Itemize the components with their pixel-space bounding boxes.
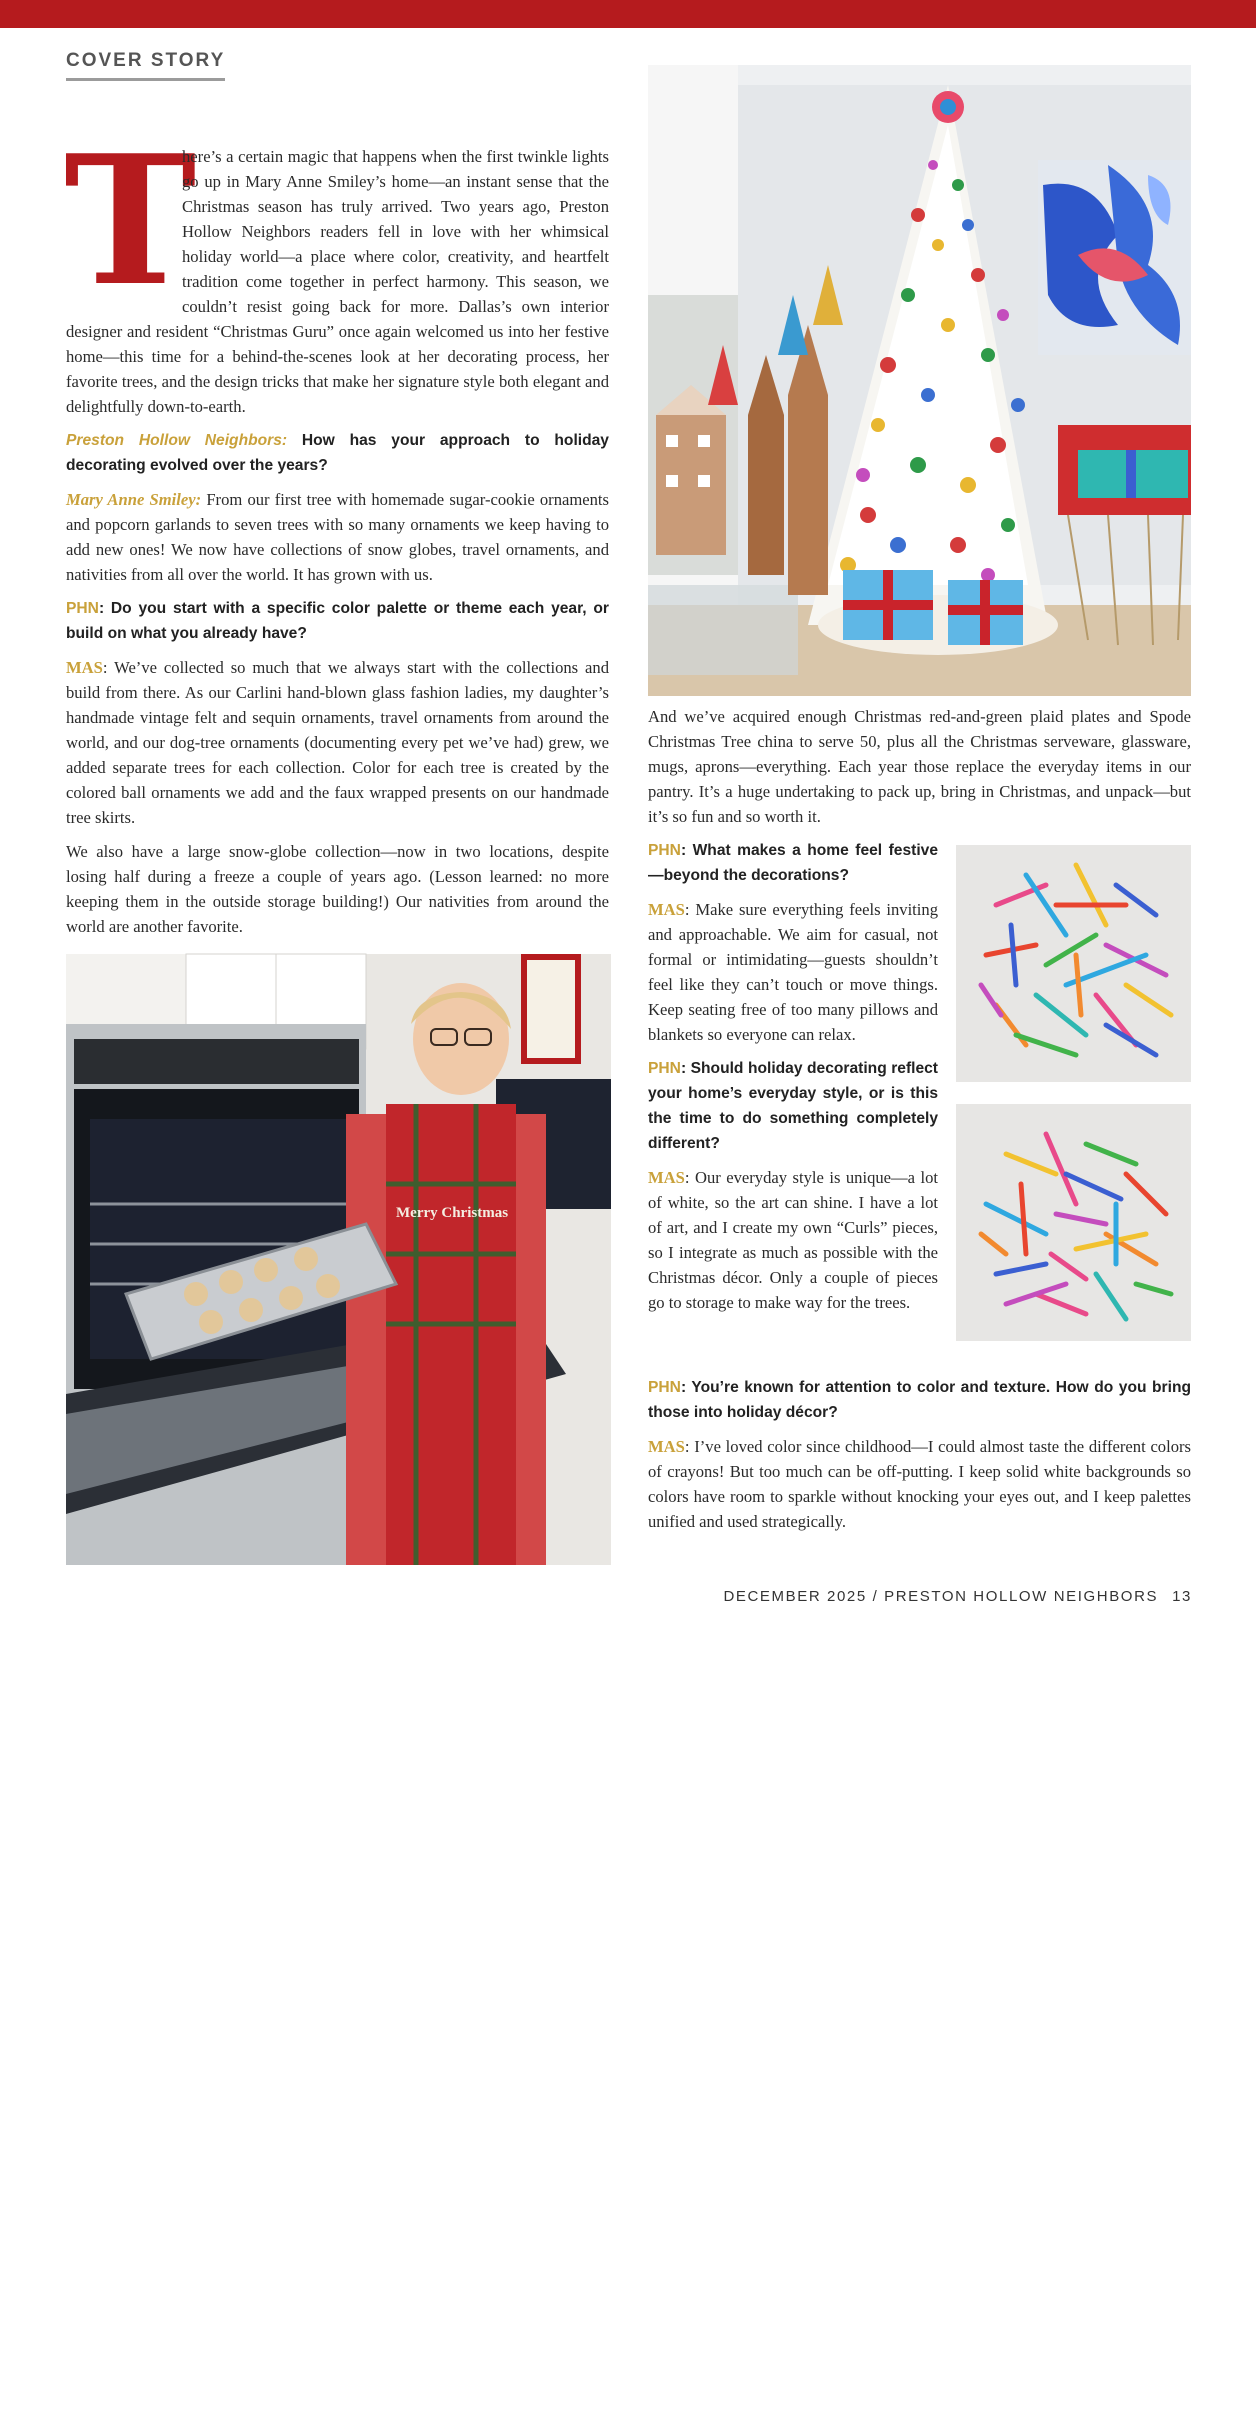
question-text: What makes a home feel festive—beyond the decorations?	[648, 842, 938, 884]
answer-text: Our everyday style is unique—a lot of white, so the art can shine. I have a lot of art, and I create my own “Curls” pieces, so I integrate as much as possible with the Christmas décor. Only a couple of pieces go to storage to make way for the trees.	[648, 1168, 939, 1312]
question-5: PHN: You’re known for attention to color and texture. How do you bring those into holiday décor?	[648, 1379, 1191, 1421]
issue-line: DECEMBER 2025 / PRESTON HOLLOW NEIGHBORS	[723, 1588, 1159, 1605]
question-text: How has your approach to holiday decorating evolved over the years?	[66, 432, 609, 474]
answer-5: MAS: I’ve loved color since childhood—I could almost taste the different colors of crayons! But too much can be off-putting. I keep solid white backgrounds so colors have room to sparkle without knocking your eyes out, and I keep palettes unified and used strategically.	[648, 1437, 1191, 1531]
curls-art-photo-1	[956, 845, 1191, 1082]
intro-paragraph	[64, 116, 609, 419]
question-3: PHN: What makes a home feel festive—beyond the decorations?	[648, 842, 938, 884]
section-label: COVER STORY	[66, 50, 225, 81]
speaker-label: MAS	[648, 1437, 685, 1456]
answer-1	[66, 487, 609, 587]
page-number: 13	[1172, 1588, 1192, 1605]
answer-3: MAS: Make sure everything feels inviting and approachable. We aim for casual, not formal or intimidating—guests shouldn’t feel like they can’t touch or move things. Keep seating free of too many pillows and blankets so everyone can relax.	[648, 900, 938, 1044]
question-text: You’re known for attention to color and texture. How do you bring those into holiday décor?	[648, 1379, 1191, 1421]
answer-4: MAS: Our everyday style is unique—a lot of white, so the art can shine. I have a lot of art, and I create my own “Curls” pieces, so I integrate as much as possible with the Christmas décor. Only a couple of pieces go to storage to make way for the trees.	[648, 1168, 939, 1312]
christmas-tree-photo	[648, 65, 1191, 696]
paragraph-plates: And we’ve acquired enough Christmas red-and-green plaid plates and Spode Christmas Tree china to serve 50, plus all the Christmas serveware, glassware, mugs, aprons—everything. Each year those replace the everyday items in our pantry. It’s a huge undertaking to pack up, bring in Christmas, and unpack—but it’s so fun and so worth it.	[648, 707, 1191, 826]
question-text: Should holiday decorating reflect your home’s everyday style, or is this the time to do something completely different?	[648, 1060, 939, 1152]
question-text: Do you start with a specific color palette or theme each year, or build on what you already have?	[66, 600, 609, 642]
apron-text: Merry Christmas	[396, 1205, 509, 1221]
page-footer	[723, 1588, 1192, 1605]
answer-2: MAS: We’ve collected so much that we always start with the collections and build from there. As our Carlini hand-blown glass fashion ladies, my daughter’s handmade vintage felt and sequin ornaments, travel ornaments from around the world, and our dog-tree ornaments (documenting every pet we’ve had) grew, we added separate trees for each collection. Color for each tree is created by the colored ball ornaments we add and the faux wrapped presents on our handmade tree skirts.	[66, 658, 609, 827]
speaker-label: PHN	[66, 600, 99, 617]
intro-text: here’s a certain magic that happens when the first twinkle lights go up in Mary Anne Smiley’s home—an instant sense that the Christmas season has truly arrived. Two years ago, Preston Hollow Neighbors readers fell in love with her whimsical holiday world—a place where color, creativity, and heartfelt tradition come together in perfect harmony. This season, we couldn’t resist going back for more. Dallas’s own interior designer and resident “Christmas Guru” once again welcomed us into her festive home—this time for a behind-the-scenes look at her decorating process, her favorite trees, and the design tricks that make her signature style both elegant and delightfully down-to-earth.	[66, 147, 609, 416]
drop-cap: T	[64, 116, 197, 325]
speaker-label: PHN	[648, 1379, 681, 1396]
question-4: PHN: Should holiday decorating reflect your home’s everyday style, or is this the time to do something completely different?	[648, 1060, 939, 1152]
speaker-label: Mary Anne Smiley:	[66, 490, 202, 509]
left-column	[64, 116, 610, 948]
paragraph-snow-globes: We also have a large snow-globe collection—now in two locations, despite losing half during a freeze a couple of years ago. (Lesson learned: no more keeping them in the outside storage building!) Our nativities from around the world are another favorite.	[66, 842, 609, 936]
right-column-bottom	[648, 1375, 1191, 1543]
speaker-label: PHN	[648, 1060, 681, 1077]
speaker-label: PHN	[648, 842, 681, 859]
question-2: PHN: Do you start with a specific color palette or theme each year, or build on what you already have?	[66, 600, 609, 642]
answer-text: Make sure everything feels inviting and approachable. We aim for casual, not formal or intimidating—guests shouldn’t feel like they can’t touch or move things. Keep seating free of too many pillows and blankets so everyone can relax.	[648, 900, 938, 1044]
speaker-label: MAS	[66, 658, 103, 677]
right-column-top	[648, 704, 1191, 838]
answer-text: We’ve collected so much that we always start with the collections and build from there. As our Carlini hand-blown glass fashion ladies, my daughter’s handmade vintage felt and sequin ornaments, travel ornaments from around the world, and our dog-tree ornaments (documenting every pet we’ve had) grew, we added separate trees for each collection. Color for each tree is created by the colored ball ornaments we add and the faux wrapped presents on our handmade tree skirts.	[66, 658, 609, 827]
speaker-label: MAS	[648, 1168, 685, 1187]
speaker-label: Preston Hollow Neighbors:	[66, 432, 288, 449]
speaker-label: MAS	[648, 900, 685, 919]
top-color-bar	[0, 0, 1256, 28]
curls-art-photo-2	[956, 1104, 1191, 1341]
photo-credit: Photo By Randy Ruiz	[654, 2338, 665, 2434]
right-column-middle	[648, 838, 938, 1324]
answer-text: From our first tree with homemade sugar-cookie ornaments and popcorn garlands to seven trees with so many ornaments we keep having to add new ones! We now have collections of snow globes, travel ornaments, and nativities from all over the world. It has grown with us.	[66, 490, 610, 584]
question-1	[66, 428, 609, 478]
answer-text: I’ve loved color since childhood—I could almost taste the different colors of crayons! But too much can be off-putting. I keep solid white backgrounds so colors have room to sparkle without knocking your eyes out, and I keep palettes unified and used strategically.	[648, 1437, 1191, 1531]
